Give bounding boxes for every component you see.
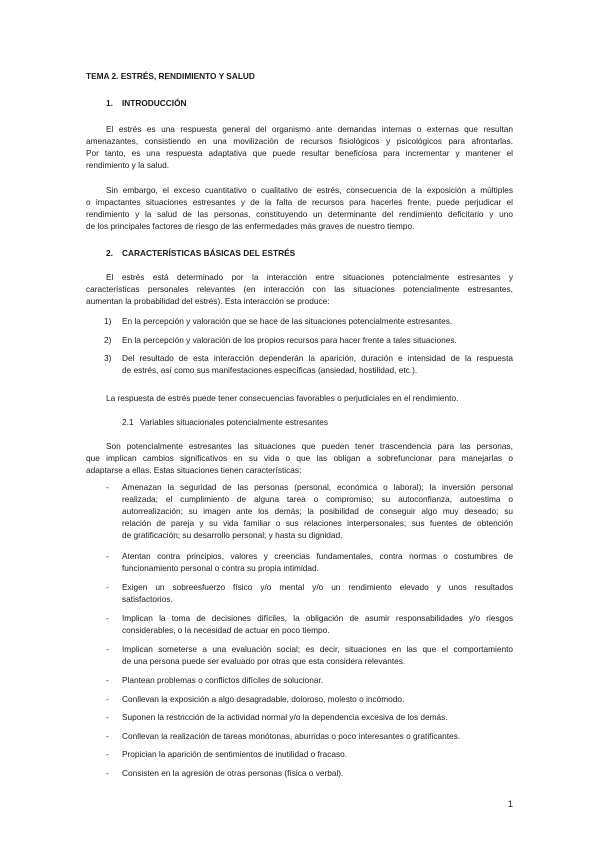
paragraph-line: La respuesta de estrés puede tener consecuencias favorables o perjudiciales en el rendimiento. — [106, 393, 459, 403]
bullet-item: Consisten en la agresión de otras personas (física o verbal). — [122, 768, 344, 778]
bullet-mark: - — [106, 613, 109, 623]
list-number: 2) — [104, 335, 112, 345]
bullet-mark: - — [106, 749, 109, 759]
paragraph-line: adaptarse a ellas. Estas situaciones tienen características: — [86, 465, 302, 475]
paragraph-line: o impactantes situaciones estresantes y de la falta de recursos para hacerles frente, puede perjudicar el — [86, 197, 513, 207]
paragraph-line: El estrés es una respuesta general del organismo ante demandas internas o externas que resultan — [106, 124, 513, 134]
bullet-item: relación de pareja y su vida familiar o sus relaciones interpersonales; sus fuentes de obtención — [122, 518, 513, 528]
page-number: 1 — [508, 799, 514, 809]
bullet-mark: - — [106, 731, 109, 741]
subsection-number: 2.1 — [122, 417, 134, 427]
subsection-heading: Variables situacionales potencialmente estresantes — [140, 417, 329, 427]
paragraph-line: amenazantes, consistiendo en una movilización de recursos fisiológicos y psicológicos para afrontarlas. — [86, 136, 513, 146]
bullet-item: satisfactorios. — [122, 594, 173, 604]
bullet-mark: - — [106, 482, 109, 492]
paragraph-line: Por tanto, es una respuesta adaptativa que puede resultar beneficiosa para incrementar y mantener el — [86, 148, 513, 158]
bullet-mark: - — [106, 582, 109, 592]
bullet-item: Implican someterse a una evaluación social; es decir, situaciones en las que el comportamiento — [122, 644, 513, 654]
paragraph-line: Son potencialmente estresantes las situaciones que pueden tener trascendencia para las personas, — [106, 441, 513, 451]
paragraph-line: rendimiento y la salud. — [86, 160, 170, 170]
bullet-mark: - — [106, 675, 109, 685]
bullet-item: Propician la aparición de sentimientos de inutilidad o fracaso. — [122, 749, 348, 759]
bullet-mark: - — [106, 768, 109, 778]
bullet-mark: - — [106, 712, 109, 722]
bullet-item: Exigen un sobreesfuerzo físico y/o mental y/o un rendimiento elevado y unos resultados — [122, 582, 513, 592]
section-2-heading: CARACTERÍSTICAS BÁSICAS DEL ESTRÉS — [122, 248, 296, 258]
bullet-item: autorrealización; su imagen ante los demás; la posibilidad de conseguir algo muy deseado; su — [122, 506, 513, 516]
bullet-item: Plantean problemas o conflictos difíciles de solucionar. — [122, 675, 324, 685]
bullet-item: Implican la toma de decisiones difíciles, la obligación de asumir responsabilidades y/o riesgos — [122, 613, 513, 623]
paragraph-line: Sin embargo, el exceso cuantitativo o cualitativo de estrés, consecuencia de la exposición a múltiples — [106, 185, 513, 195]
bullet-item: considerables, o la necesidad de actuar en poco tiempo. — [122, 625, 330, 635]
document-title: TEMA 2. ESTRÉS, RENDIMIENTO Y SALUD — [86, 71, 255, 81]
section-1-number: 1. — [106, 98, 113, 108]
bullet-item: realizada; el cumplimiento de alguna tarea o compromiso; su autoconfianza, autoestima o — [122, 494, 513, 504]
paragraph-line: rendimiento y la salud de las personas, constituyendo un determinante del rendimiento deficitario y uno — [86, 209, 513, 219]
bullet-item: Atentan contra principios, valores y creencias fundamentales, contra normas o costumbres de — [122, 551, 513, 561]
list-number: 1) — [104, 316, 112, 326]
paragraph-line: El estrés está determinado por la interacción entre situaciones potencialmente estresantes y — [106, 272, 513, 282]
bullet-mark: - — [106, 694, 109, 704]
list-number: 3) — [104, 353, 112, 363]
paragraph-line: de los principales factores de riesgo de las enfermedades más graves de nuestro tiempo. — [86, 221, 415, 231]
bullet-mark: - — [106, 644, 109, 654]
bullet-mark: - — [106, 551, 109, 561]
bullet-item: Amenazan la seguridad de las personas (personal, económica o laboral); la inversión personal — [122, 482, 513, 492]
bullet-item: de una persona puede ser evaluado por otras que esta considera relevantes. — [122, 656, 406, 666]
section-1-heading: INTRODUCCIÓN — [122, 98, 187, 108]
bullet-item: Conllevan la exposición a algo desagradable, doloroso, molesto o incómodo. — [122, 694, 405, 704]
paragraph-line: que implican cambios significativos en su vida o que las obligan a sobrefuncionar para manejarlas o — [86, 453, 513, 463]
section-2-number: 2. — [106, 248, 113, 258]
list-item: En la percepción y valoración de los propios recursos para hacer frente a tales situaciones. — [122, 335, 457, 345]
bullet-item: Suponen la restricción de la actividad normal y/o la dependencia excesiva de los demás. — [122, 712, 448, 722]
bullet-item: de gratificación; su desarrollo personal; y hasta su dignidad. — [122, 530, 343, 540]
list-item: Del resultado de esta interacción dependerán la aparición, duración e intensidad de la respuesta — [122, 353, 513, 363]
paragraph-line: características personales relevantes (en interacción con las situaciones potencialmente estresantes, — [86, 284, 513, 294]
list-item: En la percepción y valoración que se hace de las situaciones potencialmente estresantes. — [122, 316, 453, 326]
bullet-item: funcionamiento personal o contra su propia intimidad. — [122, 563, 319, 573]
bullet-item: Conllevan la realización de tareas monótonas, aburridas o poco interesantes o gratificantes. — [122, 731, 461, 741]
paragraph-line: aumentan la probabilidad del estrés). Esta interacción se produce: — [86, 296, 330, 306]
list-item: de estrés, así como sus manifestaciones específicas (ansiedad, hostilidad, etc.). — [122, 365, 418, 375]
